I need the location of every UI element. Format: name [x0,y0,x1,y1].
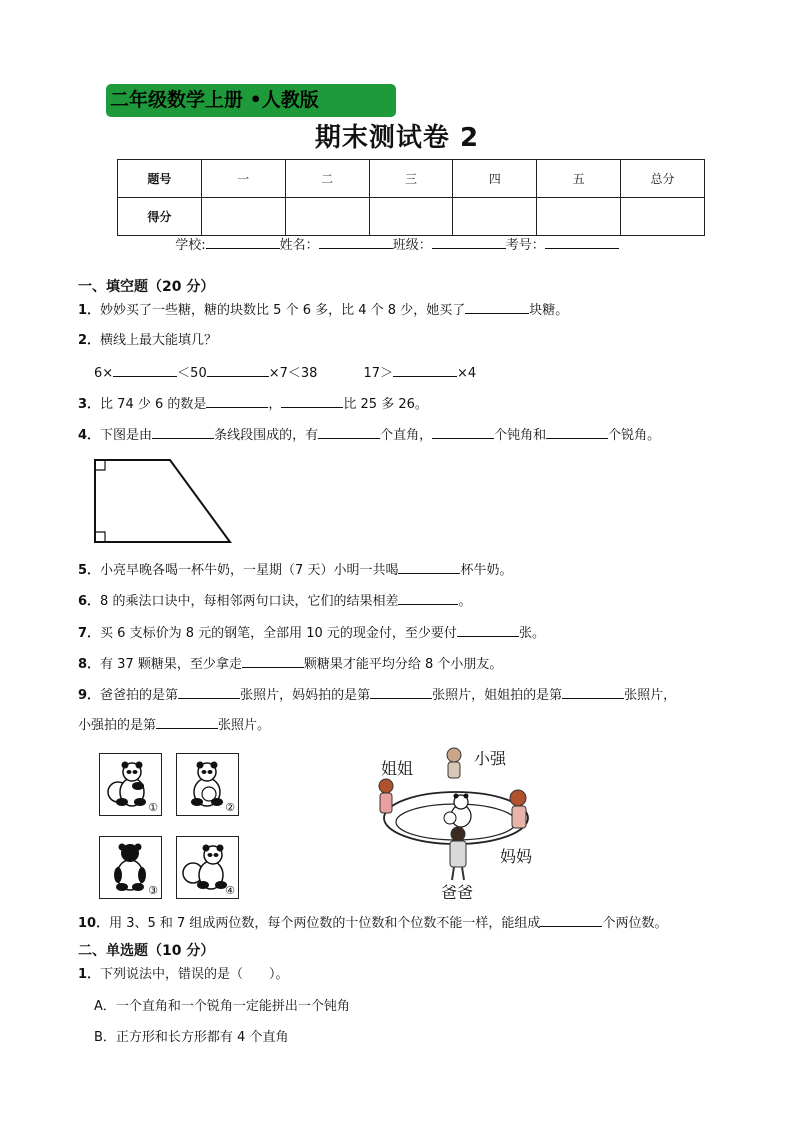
name-label: 姓名： [279,238,319,253]
school-field[interactable] [206,236,280,249]
option-b[interactable]: B．正方形和长方形都有 4 个直角 [94,1030,289,1045]
photo-frame-4 [176,836,239,899]
answer-blank[interactable] [465,301,529,314]
table-cell: 题号 [118,160,202,198]
question-9-line-2 [78,716,270,735]
question-text: 颗糖果才能平均分给 8 个小朋友。 [303,657,503,672]
photo-frame-1 [99,753,162,816]
question-6 [78,592,471,611]
question-text: 个锐角。 [608,428,661,443]
question-text: 爸爸拍的是第 [100,688,179,703]
question-number: 2． [78,333,101,348]
photo-number: ① [148,801,158,814]
score-cell[interactable] [537,198,621,236]
exam-no-field[interactable] [545,236,619,249]
class-label: 班级： [392,238,432,253]
question-text: 个直角， [380,428,433,443]
question-text: ＜50 [177,366,207,381]
table-cell: 五 [537,160,621,198]
question-text: 块糖。 [529,303,569,318]
page-title: 期末测试卷 2 [314,123,480,153]
answer-blank[interactable] [242,655,304,668]
question-text: 6× [94,366,114,381]
question-3 [78,395,428,414]
question-number: 1． [78,967,101,982]
question-8 [78,655,502,674]
table-cell: 四 [453,160,537,198]
question-text: 张照片。 [218,718,271,733]
question-text: 张照片， [624,688,677,703]
question-number: 9． [78,688,101,703]
answer-blank[interactable] [398,592,458,605]
question-number: 3． [78,397,101,412]
answer-blank[interactable] [178,686,240,699]
photo-frame-3 [99,836,162,899]
question-text: ×4 [456,366,477,381]
score-table [117,159,705,236]
answer-blank[interactable] [206,395,268,408]
answer-blank[interactable] [562,686,624,699]
question-4 [78,426,660,445]
question-text: 张照片，姐姐拍的是第 [432,688,563,703]
answer-blank[interactable] [113,364,177,377]
student-info [0,234,794,253]
question-9 [78,686,676,705]
answer-blank[interactable] [318,426,380,439]
question-text: 条线段围成的，有 [214,428,319,443]
name-field[interactable] [319,236,393,249]
answer-blank[interactable] [281,395,343,408]
answer-blank[interactable] [457,624,519,637]
question-number: 6． [78,594,101,609]
question-text: 横线上最大能填几？ [100,333,218,348]
photo-frame-2 [176,753,239,816]
question-text: ×7＜38 [268,366,318,381]
table-cell: 三 [369,160,453,198]
answer-blank[interactable] [398,561,460,574]
answer-blank[interactable] [546,426,608,439]
question-text: ， [268,397,282,412]
score-cell[interactable] [369,198,453,236]
question-number: 5． [78,563,101,578]
scene-label-mom: 妈妈 [500,847,533,866]
question-text: 小亮早晚各喝一杯牛奶，一星期（7 天）小明一共喝 [100,563,399,578]
table-cell: 二 [285,160,369,198]
photo-number: ④ [225,884,235,897]
photo-number: ② [225,801,235,814]
question-number: 7． [78,626,101,641]
question-text: 妙妙买了一些糖，糖的块数比 5 个 6 多，比 4 个 8 少，她买了 [100,303,466,318]
question-number: 10． [78,916,110,931]
score-cell[interactable] [201,198,285,236]
question-text: 有 37 颗糖果，至少拿走 [100,657,242,672]
question-text: 用 3、5 和 7 组成两位数，每个两位数的十位数和个位数不能一样，能组成 [109,916,541,931]
question-10 [78,914,667,933]
grade-badge: 二年级数学上册 •人教版 [106,84,396,117]
question-number: 4． [78,428,101,443]
question-text: 个钝角和 [494,428,547,443]
table-cell: 一 [201,160,285,198]
answer-blank[interactable] [156,716,218,729]
exam-no-label: 考号： [505,238,545,253]
photo-number: ③ [148,884,158,897]
question-number: 1． [78,303,101,318]
score-cell[interactable] [621,198,705,236]
answer-blank[interactable] [432,426,494,439]
question-text: 下图是由 [100,428,153,443]
class-field[interactable] [432,236,506,249]
question-text: 个两位数。 [602,916,668,931]
answer-blank[interactable] [370,686,432,699]
table-cell: 得分 [118,198,202,236]
question-text: 小强拍的是第 [78,718,157,733]
question-text: 张。 [518,626,545,641]
score-cell[interactable] [285,198,369,236]
question-text: 17＞ [363,366,393,381]
scene-label-dad: 爸爸 [441,883,474,902]
question-text: 8 的乘法口诀中，每相邻两句口诀，它们的结果相差 [100,594,399,609]
table-cell: 总分 [621,160,705,198]
table-row [118,198,705,236]
question-text: 比 25 多 26。 [343,397,428,412]
question-1 [78,301,568,320]
answer-blank[interactable] [207,364,269,377]
score-cell[interactable] [453,198,537,236]
question-5 [78,561,512,580]
trapezoid-figure [90,456,240,548]
answer-blank[interactable] [393,364,457,377]
section-heading: 二、单选题（10 分） [78,943,215,959]
question-2 [78,332,217,350]
question-text: 比 74 少 6 的数是 [100,397,207,412]
question-7 [78,624,545,643]
question-text: 。 [458,594,472,609]
scene-label-xiaoqiang: 小强 [474,749,507,768]
school-label: 学校: [175,238,206,253]
scene-label-sister: 姐姐 [381,759,414,778]
question-2-inequalities [94,364,476,383]
table-row [118,160,705,198]
question-text: 下列说法中，错误的是（ ）。 [100,967,289,982]
question-text: 杯牛奶。 [460,563,513,578]
question-text: 张照片，妈妈拍的是第 [240,688,371,703]
mcq-question-1 [78,966,289,984]
question-number: 8． [78,657,101,672]
option-a[interactable]: A．一个直角和一个锐角一定能拼出一个钝角 [94,999,350,1014]
answer-blank[interactable] [152,426,214,439]
answer-blank[interactable] [540,914,602,927]
question-text: 买 6 支标价为 8 元的钢笔，全部用 10 元的现金付，至少要付 [100,626,457,641]
section-heading: 一、填空题（20 分） [78,279,215,295]
